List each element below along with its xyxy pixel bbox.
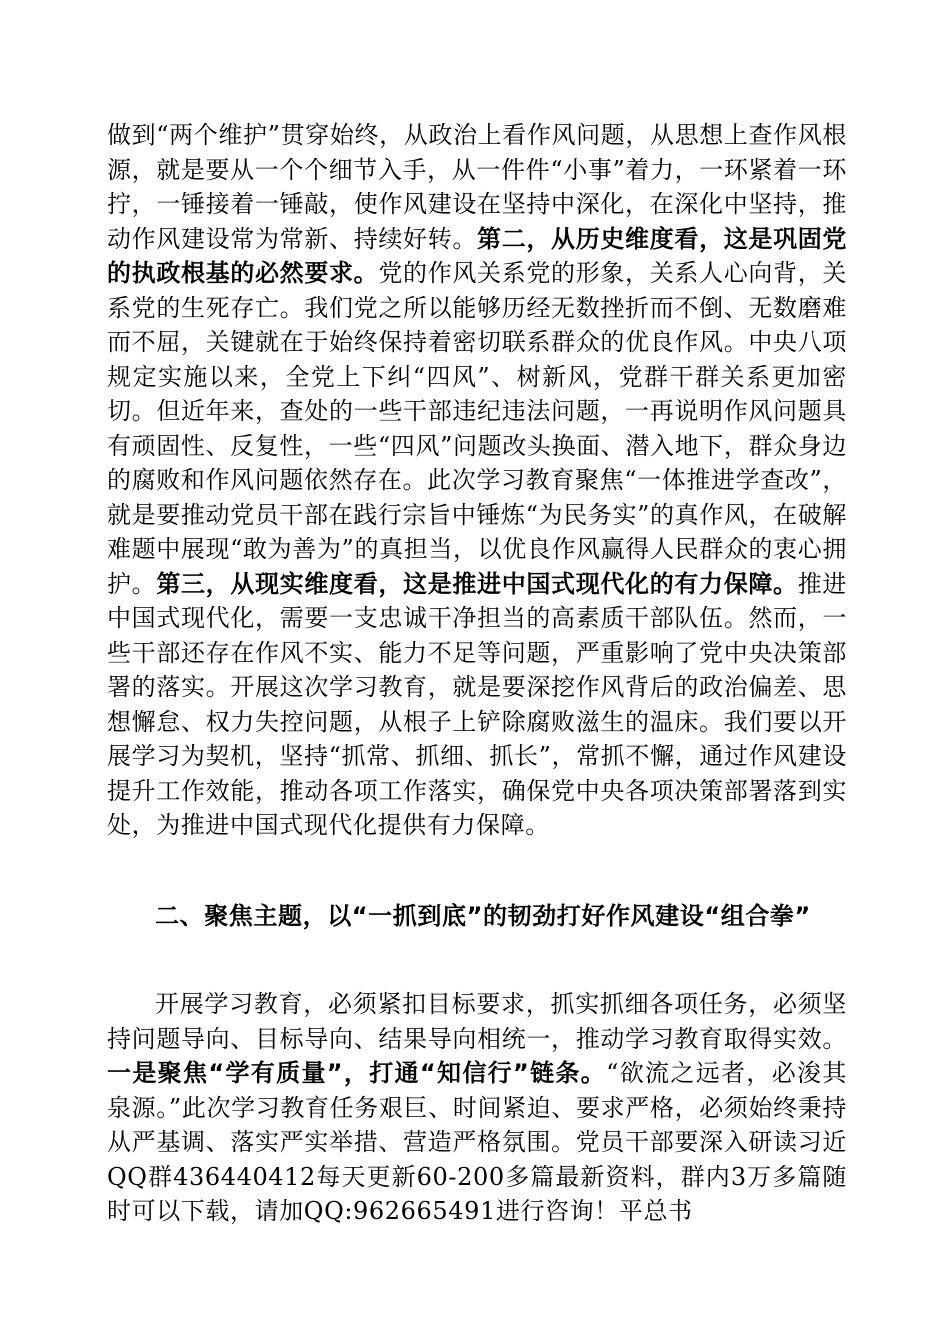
- paragraph-text: 推进中国式现代化，需要一支忠诚干净担当的高素质干部队伍。然而，一些干部还存在作风不实、能力不足等问题，严重影响了党中央决策部署的落实。开展这次学习教育，就是要深挖作风背后的政治偏差、思想懈怠、权力失控问题，从根子上铲除腐败滋生的温床。我们要以开展学习为契机，坚持“抓常、抓细、抓长”，常抓不懈，通过作风建设提升工作效能，推动各项工作落实，确保党中央各项决策部署落到实处，为推进中国式现代化提供有力保障。: [107, 569, 848, 839]
- paragraph-text: “欲流之远者，必浚其泉源。”此次学习教育任务艰巨、时间紧迫、要求严格，必须始终秉持从严基调、落实严实举措、营造严格氛围。党员干部要深入研读习近QQ群436440412每天更新60-200多篇最新资料，群内3万多篇随时可以下载，请加QQ:962665491进行咨询！平总书: [107, 1059, 847, 1225]
- body-paragraph-1: [107, 118, 847, 843]
- paragraph-text: 做到“两个维护”贯穿始终，从政治上看作风问题，从思想上查作风根源，就是要从一个个细节入手，从一件件“小事”着力，一环紧着一环拧，一锤接着一锤敲，使作风建设在坚持中深化，在深化中坚持，推动作风建设常为常新、持续好转。: [107, 121, 847, 253]
- bold-point-third: 第三，从现实维度看，这是推进中国式现代化的有力保障。: [156, 569, 798, 598]
- body-paragraph-2: [107, 987, 847, 1229]
- bold-point-second: 第二，从历史维度看，这是巩固党的执政根基的必然要求。: [107, 224, 848, 287]
- section-heading-2: 二、聚焦主题，以“一抓到底”的韧劲打好作风建设“组合拳”: [155, 902, 811, 930]
- paragraph-text: 党的作风关系党的形象，关系人心向背，关系党的生死存亡。我们党之所以能够历经无数挫折而不倒、无数磨难而不屈，关键就在于始终保持着密切联系群众的优良作风。中央八项规定实施以来，全党上下纠“四风”、树新风，党群干群关系更加密切。但近年来，查处的一些干部违纪违法问题，一再说明作风问题具有顽固性、反复性，一些“四风”问题改头换面、潜入地下，群众身边的腐败和作风问题依然存在。此次学习教育聚焦“一体推进学查改”，就是要推动党员干部在践行宗旨中锤炼“为民务实”的真作风，在破解难题中展现“敢为善为”的真担当，以优良作风赢得人民群众的衷心拥护。: [107, 259, 847, 598]
- paragraph-text: 开展学习教育，必须紧扣目标要求，抓实抓细各项任务，必须坚持问题导向、目标导向、结果导向相统一，推动学习教育取得实效。: [107, 990, 847, 1053]
- bold-point-first: 一是聚焦“学有质量”，打通“知信行”链条。: [107, 1059, 607, 1087]
